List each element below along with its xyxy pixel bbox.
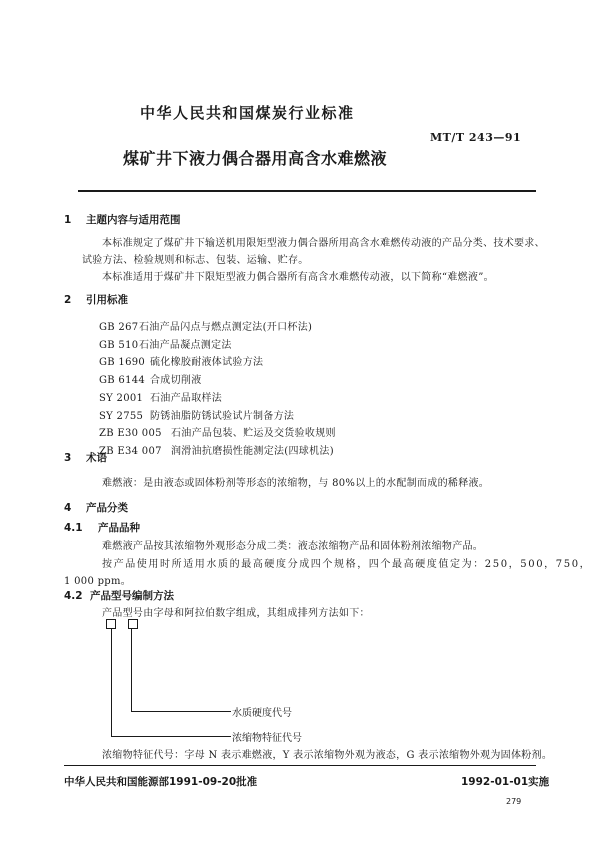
reference-code: GB 510 xyxy=(99,340,139,351)
reference-code: GB 1690 xyxy=(99,357,146,368)
paragraph: 产品型号由字母和阿拉伯数字组成，其组成排列方法如下： xyxy=(102,608,370,619)
reference-item xyxy=(99,442,334,457)
reference-title: 石油产品凝点测定法 xyxy=(139,340,232,351)
section-title: 产品品种 xyxy=(98,522,140,534)
reference-code: ZB E34 007 xyxy=(99,446,162,457)
paragraph: 试验方法、检验规则和标志、包装、运输、贮存。 xyxy=(82,255,309,266)
section-number: 1 xyxy=(64,214,72,226)
section-2-heading xyxy=(64,292,128,307)
paragraph: 本标准规定了煤矿井下输送机用限矩型液力偶合器所用高含水难燃传动液的产品分类、技术要求、 xyxy=(102,238,545,249)
connector-line xyxy=(131,711,231,712)
section-title: 术语 xyxy=(86,452,107,464)
section-number: 2 xyxy=(64,294,72,306)
connector-line xyxy=(111,629,112,736)
section-3-heading xyxy=(64,450,107,465)
reference-item xyxy=(99,353,263,368)
section-number: 4.1 xyxy=(64,522,83,534)
reference-code: SY 2001 xyxy=(99,393,144,404)
section-title: 产品型号编制方法 xyxy=(90,590,174,602)
connector-line xyxy=(131,629,132,711)
reference-item xyxy=(99,336,232,351)
reference-title: 石油产品闪点与燃点测定法(开口杯法) xyxy=(139,322,313,333)
reference-title: 防锈油脂防锈试验试片制备方法 xyxy=(150,411,295,422)
connector-line xyxy=(111,736,231,737)
reference-item xyxy=(99,371,202,386)
reference-title: 合成切削液 xyxy=(150,375,202,386)
section-number: 3 xyxy=(64,452,72,464)
reference-code: GB 267 xyxy=(99,322,139,333)
section-1-heading xyxy=(64,212,181,227)
paragraph: 按产品使用时所适用水质的最高硬度分成四个规格，四个最高硬度值定为：250，500，750， xyxy=(102,559,592,570)
reference-title: 石油产品取样法 xyxy=(150,393,223,404)
header-divider xyxy=(78,190,536,192)
approval-statement: 中华人民共和国能源部1991-09-20批准 xyxy=(64,776,258,788)
reference-item xyxy=(99,318,312,333)
section-title: 产品分类 xyxy=(86,502,128,514)
page-number: 279 xyxy=(506,797,522,806)
implementation-date: 1992-01-01实施 xyxy=(461,776,550,788)
code-box-2 xyxy=(128,619,138,629)
section-4-2-heading xyxy=(64,588,174,603)
reference-title: 石油产品包装、贮运及交货验收规则 xyxy=(171,428,336,439)
reference-code: SY 2755 xyxy=(99,411,144,422)
water-hardness-code-label: 水质硬度代号 xyxy=(232,708,292,719)
section-title: 主题内容与适用范围 xyxy=(86,214,181,226)
code-box-1 xyxy=(106,619,116,629)
reference-item xyxy=(99,424,336,439)
concentrate-feature-code-label: 浓缩物特征代号 xyxy=(232,733,302,744)
reference-code: ZB E30 005 xyxy=(99,428,162,439)
reference-code: GB 6144 xyxy=(99,375,146,386)
paragraph: 难燃液产品按其浓缩物外观形态分成二类：液态浓缩物产品和固体粉剂浓缩物产品。 xyxy=(102,541,484,552)
section-title: 引用标准 xyxy=(86,294,128,306)
issuing-organization: 中华人民共和国煤炭行业标准 xyxy=(140,104,355,122)
reference-title: 硫化橡胶耐液体试验方法 xyxy=(150,357,264,368)
note-paragraph: 浓缩物特征代号：字母 N 表示难燃液，Y 表示浓缩物外观为液态，G 表示浓缩物外观为固体粉剂。 xyxy=(102,750,553,761)
reference-item xyxy=(99,389,222,404)
definition-paragraph: 难燃液：是由液态或固体粉剂等形态的浓缩物，与 80%以上的水配制而成的稀释液。 xyxy=(102,478,490,489)
section-4-1-heading xyxy=(64,520,140,535)
paragraph: 1 000 ppm。 xyxy=(64,576,132,587)
reference-item xyxy=(99,407,294,422)
paragraph: 本标准适用于煤矿井下限矩型液力偶合器所有高含水难燃传动液，以下简称“难燃液”。 xyxy=(102,272,494,283)
footer-divider xyxy=(64,765,536,766)
document-title: 煤矿井下液力偶合器用高含水难燃液 xyxy=(123,149,388,168)
reference-title: 润滑油抗磨损性能测定法(四球机法) xyxy=(171,446,334,457)
section-4-heading xyxy=(64,500,128,515)
section-number: 4.2 xyxy=(64,590,83,602)
section-number: 4 xyxy=(64,502,72,514)
standard-number: MT/T 243—91 xyxy=(430,131,522,144)
